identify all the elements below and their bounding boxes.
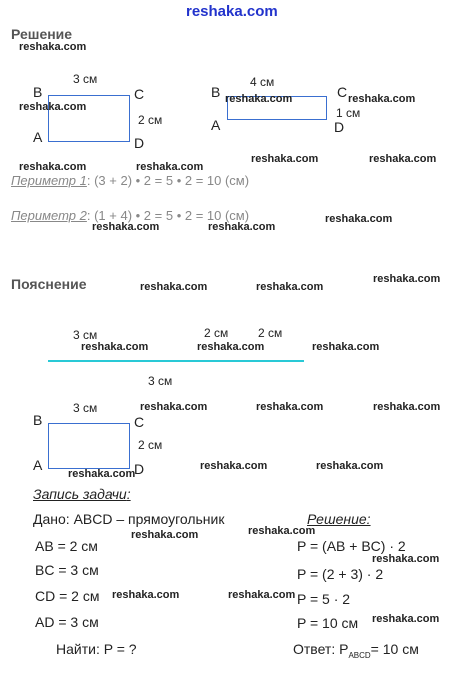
perimeter-2-label: Периметр 2 bbox=[11, 208, 87, 223]
answer-suffix: = 10 см bbox=[370, 641, 419, 657]
task-solution-heading: Решение: bbox=[307, 511, 371, 527]
segment-3-length: 2 см bbox=[258, 326, 283, 340]
perimeter-1-expr: : (3 + 2) • 2 = 5 • 2 = 10 (см) bbox=[86, 173, 250, 188]
watermark: reshaka.com bbox=[348, 93, 416, 105]
watermark: reshaka.com bbox=[325, 213, 393, 225]
watermark: reshaka.com bbox=[68, 468, 136, 480]
watermark: reshaka.com bbox=[373, 401, 441, 413]
segment-line bbox=[48, 360, 304, 362]
watermark: reshaka.com bbox=[373, 273, 441, 285]
answer-prefix: Ответ: P bbox=[293, 641, 349, 657]
segment-2-length: 2 см bbox=[204, 326, 229, 340]
task-given-cd: CD = 2 см bbox=[35, 588, 100, 604]
rect2-vertex-d: D bbox=[334, 119, 345, 135]
segment-total-length: 3 см bbox=[148, 374, 173, 388]
watermark: reshaka.com bbox=[256, 401, 324, 413]
solution-line-4: P = 10 см bbox=[297, 615, 359, 631]
rect1-vertex-a: A bbox=[33, 129, 43, 145]
watermark: reshaka.com bbox=[228, 589, 296, 601]
watermark: reshaka.com bbox=[136, 161, 204, 173]
rect3-vertex-b: B bbox=[33, 412, 43, 428]
watermark: reshaka.com bbox=[19, 161, 87, 173]
watermark: reshaka.com bbox=[197, 341, 265, 353]
rect1-top-length: 3 см bbox=[73, 72, 98, 86]
task-heading-text: Запись задачи bbox=[33, 486, 127, 502]
rect2-vertex-c: C bbox=[337, 84, 348, 100]
rect1-vertex-c: C bbox=[134, 86, 145, 102]
rect2-side-length: 1 см bbox=[336, 106, 361, 120]
rect1-vertex-d: D bbox=[134, 135, 145, 151]
watermark: reshaka.com bbox=[369, 153, 437, 165]
watermark: reshaka.com bbox=[256, 281, 324, 293]
rect3-top-length: 3 см bbox=[73, 401, 98, 415]
watermark: reshaka.com bbox=[140, 401, 208, 413]
task-heading-colon: : bbox=[126, 486, 131, 502]
solution-line-2: P = (2 + 3) · 2 bbox=[297, 566, 384, 582]
rect2-top-length: 4 см bbox=[250, 75, 275, 89]
solution-line-1: P = (AB + BC) · 2 bbox=[297, 538, 406, 554]
rectangle-3 bbox=[48, 423, 130, 469]
perimeter-1 bbox=[11, 173, 249, 188]
watermark: reshaka.com bbox=[316, 460, 384, 472]
watermark: reshaka.com bbox=[92, 221, 160, 233]
rect1-vertex-b: B bbox=[33, 84, 43, 100]
watermark: reshaka.com bbox=[372, 613, 440, 625]
perimeter-2-expr: : (1 + 4) • 2 = 5 • 2 = 10 (см) bbox=[86, 208, 250, 223]
rect3-vertex-c: C bbox=[134, 414, 145, 430]
solution-heading: Решение bbox=[11, 26, 73, 42]
task-given-bc: BC = 3 см bbox=[35, 562, 99, 578]
task-given: Дано: ABCD – прямоугольник bbox=[33, 511, 225, 527]
watermark: reshaka.com bbox=[140, 281, 208, 293]
solution-line-3: P = 5 · 2 bbox=[297, 591, 351, 607]
task-given-ab: AB = 2 см bbox=[35, 538, 98, 554]
watermark: reshaka.com bbox=[200, 460, 268, 472]
watermark: reshaka.com bbox=[19, 101, 87, 113]
task-answer bbox=[293, 641, 419, 660]
answer-subscript: ABCD bbox=[348, 650, 371, 660]
rect1-side-length: 2 см bbox=[138, 113, 163, 127]
rect2-vertex-b: B bbox=[211, 84, 221, 100]
rect3-vertex-a: A bbox=[33, 457, 43, 473]
watermark: reshaka.com bbox=[372, 553, 440, 565]
segment-1-length: 3 см bbox=[73, 328, 98, 342]
site-title: reshaka.com bbox=[186, 3, 278, 20]
watermark: reshaka.com bbox=[312, 341, 380, 353]
perimeter-1-label: Периметр 1 bbox=[11, 173, 87, 188]
watermark: reshaka.com bbox=[251, 153, 319, 165]
rect2-vertex-a: A bbox=[211, 117, 221, 133]
watermark: reshaka.com bbox=[248, 525, 316, 537]
rect3-vertex-d: D bbox=[134, 461, 145, 477]
rect3-side-length: 2 см bbox=[138, 438, 163, 452]
watermark: reshaka.com bbox=[81, 341, 149, 353]
task-heading bbox=[33, 486, 131, 502]
watermark: reshaka.com bbox=[208, 221, 276, 233]
watermark: reshaka.com bbox=[112, 589, 180, 601]
watermark: reshaka.com bbox=[225, 93, 293, 105]
explanation-heading: Пояснение bbox=[11, 276, 87, 292]
watermark: reshaka.com bbox=[19, 41, 87, 53]
task-given-ad: AD = 3 см bbox=[35, 614, 99, 630]
watermark: reshaka.com bbox=[131, 529, 199, 541]
task-find: Найти: P = ? bbox=[56, 641, 137, 657]
